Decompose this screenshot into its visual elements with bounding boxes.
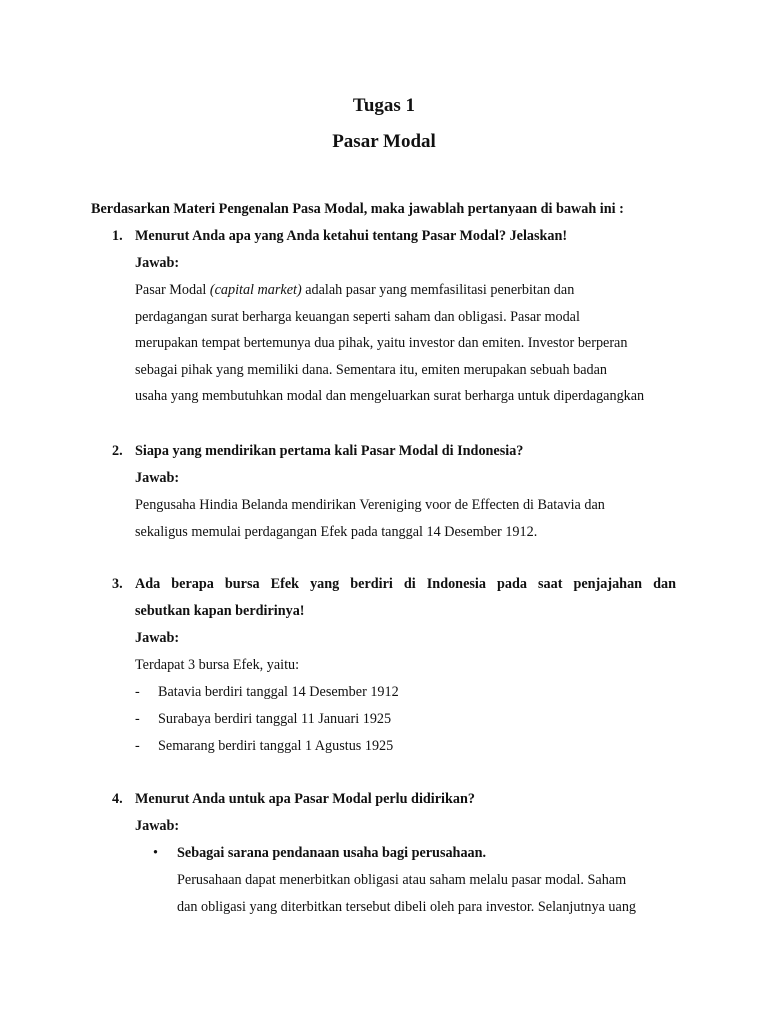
- list-bullet: -: [135, 738, 140, 754]
- list-bullet: -: [135, 684, 140, 700]
- q4-point-line-2: dan obligasi yang diterbitkan tersebut dibeli oleh para investor. Selanjutnya uang: [177, 899, 637, 915]
- q4-point-line-1: Perusahaan dapat menerbitkan obligasi atau saham melalu pasar modal. Saham: [177, 872, 627, 888]
- list-item: Batavia berdiri tanggal 14 Desember 1912: [158, 684, 399, 700]
- list-item: Surabaya berdiri tanggal 11 Januari 1925: [158, 711, 392, 727]
- q2-question: Siapa yang mendirikan pertama kali Pasar Modal di Indonesia?: [135, 443, 524, 459]
- q2-answer-line-1: Pengusaha Hindia Belanda mendirikan Vereniging voor de Effecten di Batavia dan: [135, 497, 605, 513]
- q4-point-title: Sebagai sarana pendanaan usaha bagi perusahaan.: [177, 845, 487, 861]
- q2-answer-label: Jawab:: [135, 470, 180, 486]
- q1-answer-italic: (capital market): [209, 282, 302, 298]
- q4-answer-label: Jawab:: [135, 818, 180, 834]
- q1-answer-line-2: perdagangan surat berharga keuangan seperti saham dan obligasi. Pasar modal: [135, 309, 580, 325]
- bullet-point-icon: •: [153, 845, 158, 861]
- q1-answer-label: Jawab:: [135, 255, 180, 271]
- q3-question-line-1: Ada berapa bursa Efek yang berdiri di Indonesia pada saat penjajahan dan: [135, 576, 676, 592]
- q1-answer-line-3: merupakan tempat bertemunya dua pihak, yaitu investor dan emiten. Investor berperan: [135, 335, 628, 351]
- q2-number: 2.: [112, 443, 123, 459]
- q3-answer-line-1: Terdapat 3 bursa Efek, yaitu:: [135, 657, 300, 673]
- q3-number: 3.: [112, 576, 123, 592]
- q1-answer-text-b: adalah pasar yang memfasilitasi penerbitan dan: [301, 282, 575, 298]
- document-subtitle: Pasar Modal: [332, 131, 436, 152]
- q4-number: 4.: [112, 791, 123, 807]
- q1-question: Menurut Anda apa yang Anda ketahui tentang Pasar Modal? Jelaskan!: [135, 228, 568, 244]
- list-bullet: -: [135, 711, 140, 727]
- q1-answer-text-a: Pasar Modal: [135, 282, 210, 298]
- q1-answer-line-4: sebagai pihak yang memiliki dana. Sementara itu, emiten merupakan sebuah badan: [135, 362, 607, 378]
- list-item: Semarang berdiri tanggal 1 Agustus 1925: [158, 738, 394, 754]
- intro-text: Berdasarkan Materi Pengenalan Pasa Modal, maka jawablah pertanyaan di bawah ini :: [91, 201, 624, 217]
- q1-answer-line-5: usaha yang membutuhkan modal dan mengeluarkan surat berharga untuk diperdagangkan: [135, 388, 645, 404]
- q1-answer-line-1: [135, 282, 574, 299]
- q2-answer-line-2: sekaligus memulai perdagangan Efek pada tanggal 14 Desember 1912.: [135, 524, 538, 540]
- q4-question: Menurut Anda untuk apa Pasar Modal perlu didirikan?: [135, 791, 475, 807]
- q3-answer-label: Jawab:: [135, 630, 180, 646]
- q3-question-line-2: sebutkan kapan berdirinya!: [135, 603, 305, 619]
- document-title: Tugas 1: [352, 95, 416, 116]
- q1-number: 1.: [112, 228, 123, 244]
